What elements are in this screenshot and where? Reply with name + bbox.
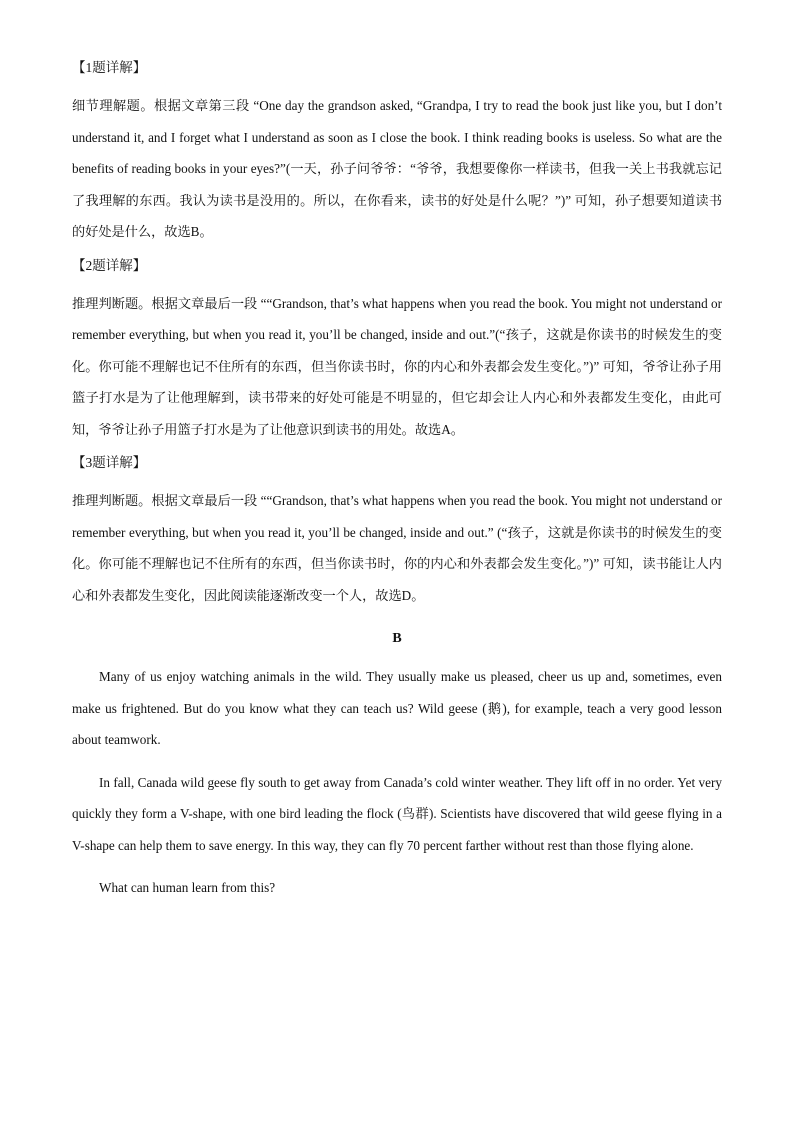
question-1-heading: 【1题详解】: [72, 60, 147, 75]
section-b-title: B: [392, 631, 402, 646]
question-3-heading: 【3题详解】: [72, 455, 147, 470]
question-2-heading: 【2题详解】: [72, 257, 147, 273]
document-page: [72, 58, 722, 915]
question-3-explanation: 推理判断题。根据文章最后一段 ““Grandson, that’s what happens when you read the book. You might not understand or remember everything, but when you read it, you’ll be changed, inside and out.” (“孩子，这就是你读书的时候发生的变化。你可能不理解也记不住所有的东西，但当你读书时，你的内心和外表都会发生变化。”)” 可知，读书能让人内心和外表都发生变化，因此阅读能逐渐改变一个人，故选D。: [72, 493, 722, 603]
question-2-explanation: 推理判断题。根据文章最后一段 ““Grandson, that’s what happens when you read the book. You might not understand or remember everything, but when you read it, you’ll be changed, inside and out.”(“孩子，这就是你读书的时候发生的变化。你可能不理解也记不住所有的东西，但当你读书时，你的内心和外表都会发生变化。”)” 可知，爷爷让孙子用篮子打水是为了让他理解到，读书带来的好处可能是不明显的，但它却会让人内心和外表都发生变化，由此可知，爷爷让孙子用篮子打水是为了让他意识到读书的用处。故选A。: [72, 295, 722, 437]
passage-paragraph-3: What can human learn from this?: [99, 880, 276, 895]
question-1-explanation: 细节理解题。根据文章第三段 “One day the grandson asked, “Grandpa, I try to read the book just like you, but I don’t understand it, and I forget what I understand as soon as I close the book. I think reading books is useless. So what are the benefits of reading books in your eyes?”(一天，孙子问爷爷：“爷爷，我想要像你一样读书，但我一关上书我就忘记了我理解的东西。我认为读书是没用的。所以，在你看来，读书的好处是什么呢？”)” 可知，孙子想要知道读书的好处是什么，故选B。: [72, 98, 722, 239]
passage-paragraph-2: In fall, Canada wild geese fly south to get away from Canada’s cold winter weather. They lift off in no order. Yet very quickly they form a V-shape, with one bird leading the flock (鸟群). Scientists have discovered that wild geese flying in a V-shape can help them to save energy. In this way, they can fly 70 percent farther without rest than those flying alone.: [72, 774, 722, 853]
passage-paragraph-1: Many of us enjoy watching animals in the wild. They usually make us pleased, cheer us up and, sometimes, even make us frightened. But do you know what they can teach us? Wild geese (鹅), for example, teach a very good lesson about teamwork.: [72, 669, 722, 747]
